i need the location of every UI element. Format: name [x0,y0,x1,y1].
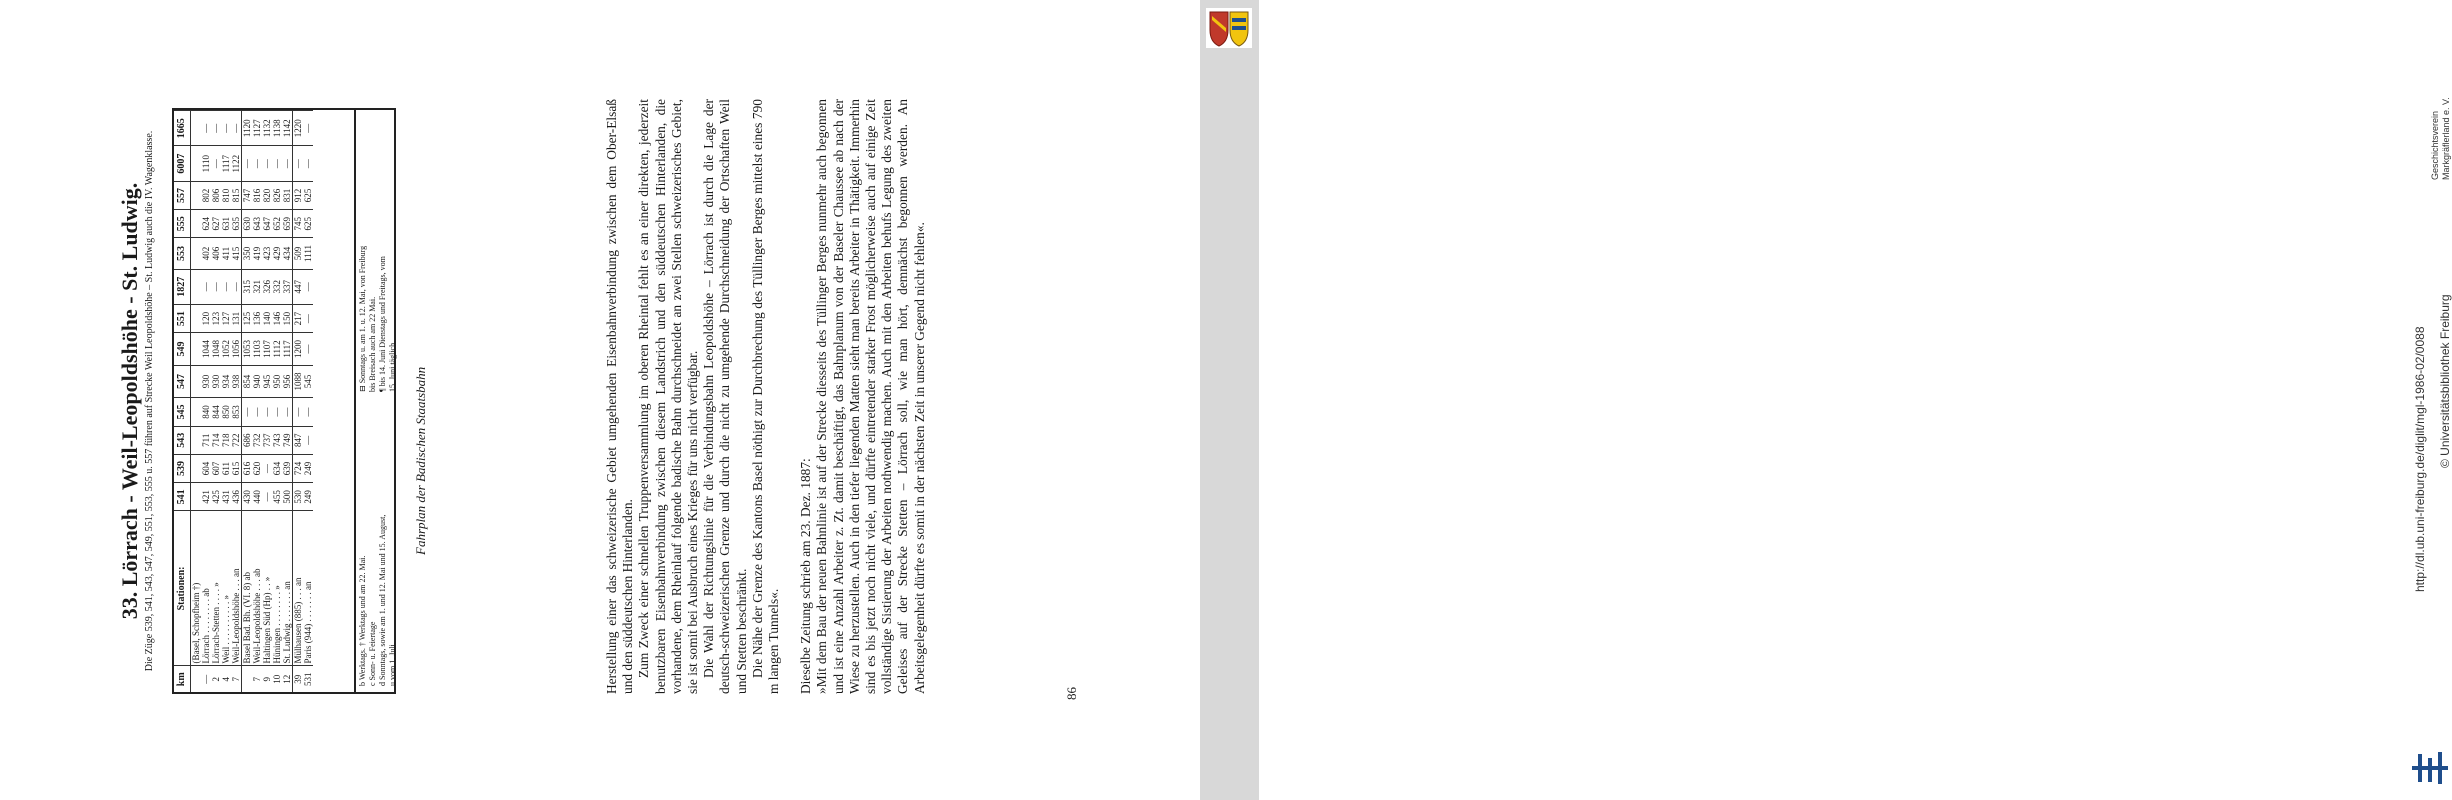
row-time: 1103 [252,333,262,366]
row-time: 831 [282,181,293,209]
row-time: — [272,146,282,181]
row-time: 611 [221,454,231,482]
row-km: — [201,666,211,692]
row-station: Basel Bad. Bh. (VI. 8) ab [242,511,253,666]
paragraph: Die Wahl der Richtungslinie für die Verbindungsbahn Leopoldshöhe – Lörrach ist durch die Lage der deutsch-schweizerischen Grenze und durch die nicht zu umgehende Durchschneidung der Ortschaften Weil und Stetten beschränkt. [701,99,749,694]
train-number: 547 [174,365,191,398]
row-time: — [303,398,313,426]
page-number: 86 [1064,687,1079,700]
row-time: 607 [211,454,221,482]
header-stations: Stationen: [174,511,191,666]
row-time: 652 [272,210,282,238]
row-time: 912 [293,181,304,209]
row-time: 1052 [221,333,231,366]
timetable-note: bis Breisach auch am 22 Mai. [368,296,377,392]
row-time: 1138 [272,111,282,146]
row-time: — [201,269,211,304]
row-time: 854 [242,365,253,398]
train-number: 1665 [174,111,191,146]
timetable-subtitle: Die Züge 539, 541, 543, 547, 549, 551, 553, 555 u. 557 führen auf Strecke Weil Leopoldshöhe – St. Ludwig auch die IV. Wagenklasse. [144,130,155,672]
row-time: 940 [252,365,262,398]
row-time: 1117 [282,333,293,366]
row-time: 847 [293,426,304,454]
paragraph-quote: »Mit dem Bau der neuen Bahnlinie ist auf der Strecke diesseits des Tüllinger Berges nunmehr auch begonnen und ist eine Anzahl Arbeiter z. Zt. damit beschäftigt, das Bahnplanum von der Baseler Chaussee ab nach der Wiese zu herzustellen. Auch in den tiefer liegenden Matten sieht man bereits Arbeiter in Thätigkeit. Immerhin sind es bis jetzt noch nicht viele, und dürfte eintretender starker Frost möglicherweise auch auf einige Zeit vollständige Sistierung der Arbeiten nothwendig machen. Auch mit den Arbeiten behufs Legung des zweiten Geleises auf der Strecke Stetten – Lörrach soll, wie man hört, demnächst begonnen werden. An Arbeitsgelegenheit dürfte es somit in der nächsten Zeit in unserer Gegend nicht fehlen«. [814,99,927,694]
row-time: — [242,146,253,181]
train-number: 545 [174,398,191,426]
row-km: 9 [262,666,272,692]
row-time: 743 [272,426,282,454]
row-time: 625 [303,210,313,238]
row-time: 545 [303,365,313,398]
row-time: 1048 [211,333,221,366]
row-station: Weil-Leopoldshöhe . . . an [231,511,242,666]
train-number: 551 [174,304,191,332]
row-time: — [252,146,262,181]
row-time: 431 [221,483,231,511]
timetable-row [272,111,282,693]
row-time: — [293,146,304,181]
timetable-note: c Sonn- u. Feiertage [368,621,377,686]
row-time: 627 [211,210,221,238]
row-time: 850 [221,398,231,426]
row-time: 634 [272,454,282,482]
row-time: 136 [252,304,262,332]
row-time: — [303,426,313,454]
row-time [191,210,202,238]
timetable-row [231,111,242,693]
timetable-note: u vom 1. Juli. [388,642,397,686]
row-time: 686 [242,426,253,454]
row-time: 840 [201,398,211,426]
timetable-box [172,108,396,694]
row-time: 806 [211,181,221,209]
row-km [242,666,253,692]
row-time: 639 [282,454,293,482]
row-time: 853 [231,398,242,426]
row-time: 815 [231,181,242,209]
row-time: 616 [242,454,253,482]
train-number: 541 [174,483,191,511]
row-time: 146 [272,304,282,332]
timetable-row [303,111,313,693]
row-time: 604 [201,454,211,482]
viewer-sidebar [1200,0,2452,800]
row-time: — [242,398,253,426]
row-km: 10 [272,666,282,692]
timetable-row [221,111,231,693]
crest-logo [1206,8,1252,48]
row-time: 455 [272,483,282,511]
row-station: Lörrach . . . . . . . . ab [201,511,211,666]
row-time: 930 [211,365,221,398]
row-station: Hüningen . . . . . . . . » [272,511,282,666]
row-time: 415 [231,238,242,269]
row-time: — [303,146,313,181]
row-time: 1132 [262,111,272,146]
row-time: — [303,333,313,366]
row-station: Paris (944) . . . . . . . an [303,511,313,666]
row-time: — [231,269,242,304]
row-time: 429 [272,238,282,269]
society-line1: Geschichtsverein [2430,110,2440,180]
row-time: 120 [201,304,211,332]
timetable-notes [354,110,396,692]
row-time: — [293,398,304,426]
row-time: 1088 [293,365,304,398]
row-time: 1120 [242,111,253,146]
timetable-note: 15. Juni täglich. [388,340,397,392]
timetable-row [262,111,272,693]
header-km: km [174,666,191,692]
row-time: — [211,111,221,146]
row-time: 127 [221,304,231,332]
row-time: 659 [282,210,293,238]
row-time: 447 [293,269,304,304]
row-time: 625 [303,181,313,209]
row-time: 631 [221,210,231,238]
row-time: 332 [272,269,282,304]
row-time: 630 [242,210,253,238]
row-time: — [262,146,272,181]
row-time: 125 [242,304,253,332]
row-time: 326 [262,269,272,304]
row-time: 718 [221,426,231,454]
society-name [2430,97,2452,180]
row-time: — [303,111,313,146]
train-number: 6007 [174,146,191,181]
row-time: 714 [211,426,221,454]
row-km: 39 [293,666,304,692]
train-number: 555 [174,210,191,238]
row-time: 509 [293,238,304,269]
row-time: 647 [262,210,272,238]
row-time: 500 [282,483,293,511]
source-url[interactable]: http://dl.ub.uni-freiburg.de/diglit/mgl-1986-02/0088 [2413,326,2427,592]
train-number: 557 [174,181,191,209]
row-time: 249 [303,454,313,482]
row-time: 934 [221,365,231,398]
row-station: Weil-Leopoldshöhe . . . ab [252,511,262,666]
timetable-row [293,111,304,693]
row-time [191,238,202,269]
timetable-row [252,111,262,693]
row-time: — [303,269,313,304]
row-time: 419 [252,238,262,269]
row-time: — [201,111,211,146]
row-time: — [282,398,293,426]
row-station: St. Ludwig . . . . . . . an [282,511,293,666]
library-logo-icon [2410,748,2450,788]
train-number: 1827 [174,269,191,304]
timetable-header-row [174,111,191,693]
row-time: 950 [272,365,282,398]
row-time: 635 [231,210,242,238]
row-station: Haltingen Süd (Hp) . . » [262,511,272,666]
row-time [191,426,202,454]
row-time: 321 [252,269,262,304]
paragraph: Die Nähe der Grenze des Kantons Basel nöthigt zur Durchbrechung des Tüllinger Berges mittelst eines 790 m langen Tunnels«. [749,99,782,694]
train-number: 539 [174,454,191,482]
row-time: 711 [201,426,211,454]
timetable-table [174,110,313,692]
row-time: 1044 [201,333,211,366]
row-time [191,398,202,426]
row-time: — [272,398,282,426]
row-time: 436 [231,483,242,511]
row-time: — [211,146,221,181]
timetable-row [242,111,253,693]
row-time: 131 [231,304,242,332]
timetable-title: 33. Lörrach - Weil-Leopoldshöhe - St. Ludwig. [117,182,142,620]
row-km: 7 [252,666,262,692]
row-time: 249 [303,483,313,511]
row-time: 440 [252,483,262,511]
row-time: 434 [282,238,293,269]
row-time: 820 [262,181,272,209]
row-time: 1142 [282,111,293,146]
row-time: — [262,454,272,482]
row-time: 643 [252,210,262,238]
row-km: 12 [282,666,293,692]
society-line2: Markgräflerland e. V. [2441,97,2451,180]
row-time: 1053 [242,333,253,366]
row-time: 1107 [262,333,272,366]
row-time: 1127 [252,111,262,146]
row-time: 315 [242,269,253,304]
row-time: — [252,398,262,426]
row-time: — [221,111,231,146]
row-time: 123 [211,304,221,332]
timetable-row [201,111,211,693]
row-time: 1200 [293,333,304,366]
row-time: — [221,269,231,304]
row-km [191,666,202,692]
row-time: 150 [282,304,293,332]
row-time: 421 [201,483,211,511]
row-time: — [262,398,272,426]
row-time: 1110 [201,146,211,181]
row-time: 745 [293,210,304,238]
row-time: 732 [252,426,262,454]
row-time: 620 [252,454,262,482]
timetable-row [191,111,202,693]
timetable-row [282,111,293,693]
row-time: — [211,269,221,304]
row-time: 722 [231,426,242,454]
row-time: 217 [293,304,304,332]
row-time [191,454,202,482]
row-time: 747 [242,181,253,209]
row-time [191,304,202,332]
timetable-note: d Sonntags, sowie am 1. und 12. Mai und 15. August, [378,514,387,686]
row-time: — [262,483,272,511]
row-time [191,146,202,181]
row-time: 402 [201,238,211,269]
scanned-page [0,0,1200,800]
row-station: Lörrach-Stetten . . . . » [211,511,221,666]
row-time: — [282,146,293,181]
row-time: 844 [211,398,221,426]
row-station: Mülhausen (885) . . . an [293,511,304,666]
row-time [191,111,202,146]
row-time: 140 [262,304,272,332]
train-number: 549 [174,333,191,366]
row-time: 938 [231,365,242,398]
row-time: 749 [282,426,293,454]
row-time: 1122 [231,146,242,181]
row-time: 810 [221,181,231,209]
row-km: 2 [211,666,221,692]
row-time [191,365,202,398]
train-number: 553 [174,238,191,269]
paragraph: Herstellung einer das schweizerische Gebiet umgehenden Eisenbahnverbindung zwischen dem Ober-Elsaß und den süddeutschen Hinterlanden. [604,99,636,694]
row-time [191,483,202,511]
timetable-note: ⊟ Sonntags u. am 1. u. 12. Mai, von Freiburg [358,245,367,392]
row-time: 1220 [293,111,304,146]
row-time: 956 [282,365,293,398]
row-time: 1056 [231,333,242,366]
row-station: Weil . . . . . . . . . . » [221,511,231,666]
row-time: — [303,304,313,332]
row-time: 624 [201,210,211,238]
row-time: 1112 [272,333,282,366]
timetable-row [211,111,221,693]
row-time: 530 [293,483,304,511]
row-time: 423 [262,238,272,269]
row-station: (Basel, Schopfheim †) [191,511,202,666]
row-time: 945 [262,365,272,398]
paragraph-intro: Dieselbe Zeitung schrieb am 23. Dez. 1887: [798,458,814,694]
paragraph: Zum Zweck einer schnellen Truppenversammlung im oberen Rheintal fehlt es an einer direkten, jederzeit benutzbaren Eisenbahnverbindung zwischen diesem Landstrich und den süddeutschen Hinterlanden, die vorhandene, dem Rheinlauf folgende badische Bahn durchschneidet an zwei Stellen schweizerisches Gebiet, sie ist somit bei Ausbruch eines Krieges für uns nicht verfügbar. [636,99,701,694]
row-time: 816 [252,181,262,209]
row-km: 7 [231,666,242,692]
row-time: 411 [221,238,231,269]
row-time: 802 [201,181,211,209]
copyright-notice: © Universitätsbibliothek Freiburg [2438,294,2452,468]
timetable-note: b Werktags. † Werktags und am 22. Mai. [358,555,367,686]
row-time: 615 [231,454,242,482]
row-time: 1111 [303,238,313,269]
train-number: 543 [174,426,191,454]
row-time: 826 [272,181,282,209]
timetable-note: ¶ bis 14. Juni Dienstags und Freitags, vom [378,256,387,392]
timetable-caption: Fahrplan der Badischen Staatsbahn [413,366,428,555]
row-time: 430 [242,483,253,511]
row-time [191,181,202,209]
row-time: 724 [293,454,304,482]
row-time: 406 [211,238,221,269]
body-text-block [604,99,928,694]
row-time: 425 [211,483,221,511]
row-time: 737 [262,426,272,454]
row-time: 930 [201,365,211,398]
row-time: 350 [242,238,253,269]
row-time: 1117 [221,146,231,181]
row-km: 531 [303,666,313,692]
row-time [191,269,202,304]
row-time: — [231,111,242,146]
row-time: 337 [282,269,293,304]
row-km: 4 [221,666,231,692]
row-time [191,333,202,366]
